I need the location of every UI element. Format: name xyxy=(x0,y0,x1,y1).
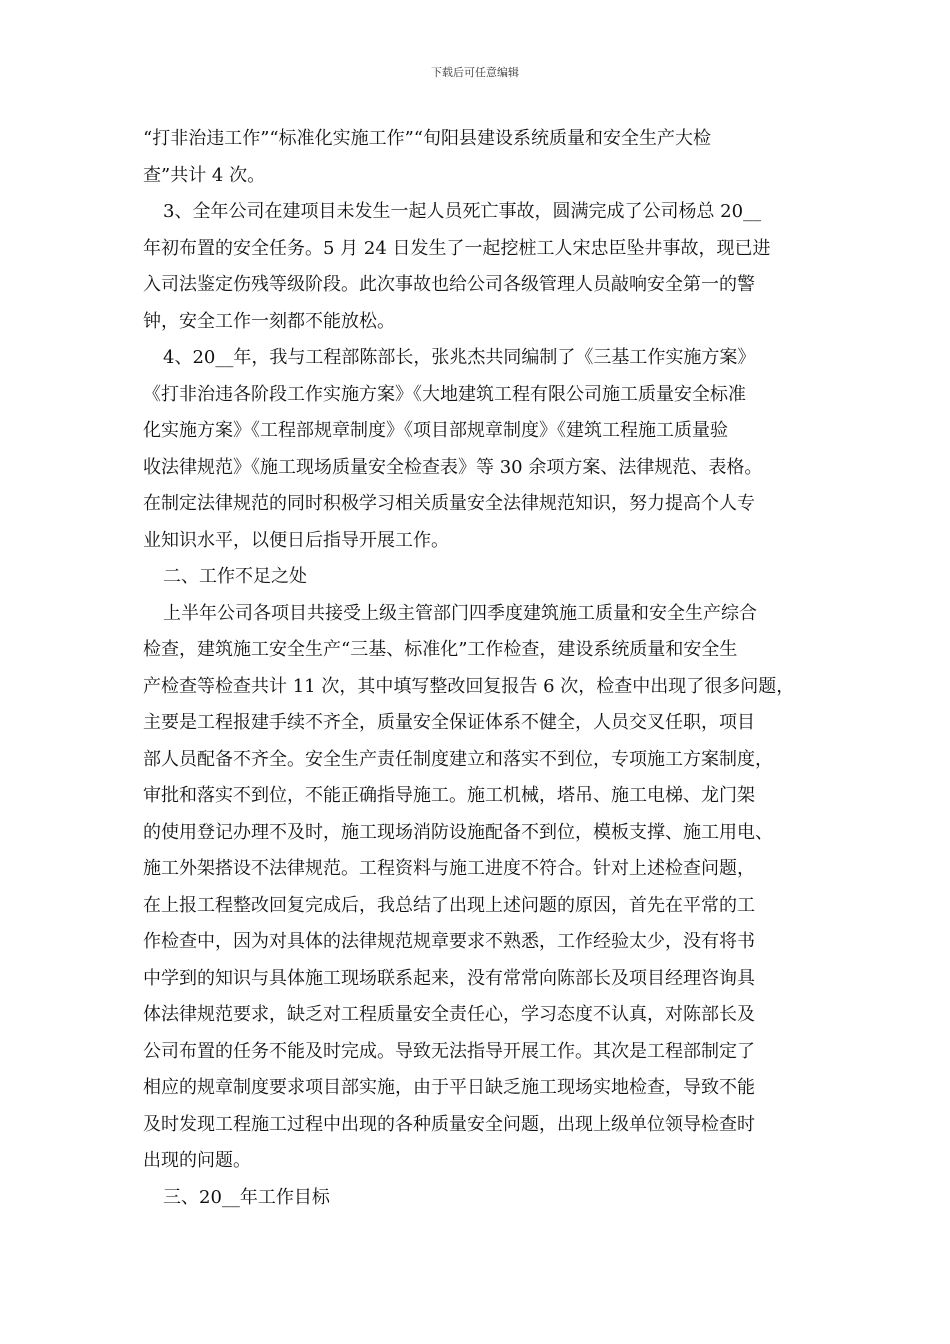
body-line: 及时发现工程施工过程中出现的各种质量安全问题，出现上级单位领导检查时 xyxy=(143,1113,755,1135)
paragraph-first-line: 3、全年公司在建项目未发生一起人员死亡事故，圆满完成了公司杨总 20__ xyxy=(163,201,762,222)
body-line: 体法律规范要求，缺乏对工程质量安全责任心，学习态度不认真，对陈部长及 xyxy=(143,1004,755,1025)
body-line: 产检查等检查共计 11 次，其中填写整改回复报告 6 次，检查中出现了很多问题， xyxy=(143,675,795,697)
body-line: 检查，建筑施工安全生产“三基、标准化”工作检查，建设系统质量和安全生 xyxy=(143,639,738,660)
body-line: 《打非治违各阶段工作实施方案》《大地建筑工程有限公司施工质量安全标准 xyxy=(143,383,746,405)
body-line: 公司布置的任务不能及时完成。导致无法指导开展工作。其次是工程部制定了 xyxy=(143,1040,755,1062)
section-heading: 三、20__年工作目标 xyxy=(163,1186,330,1208)
body-line: 业知识水平，以便日后指导开展工作。 xyxy=(143,529,449,551)
body-line: 化实施方案》《工程部规章制度》《项目部规章制度》《建筑工程施工质量验 xyxy=(143,420,728,441)
body-line: 年初布置的安全任务。5 月 24 日发生了一起挖桩工人宋忠臣坠井事故，现已进 xyxy=(143,237,771,259)
body-line: 相应的规章制度要求项目部实施，由于平日缺乏施工现场实地检查，导致不能 xyxy=(143,1077,755,1098)
body-line: 中学到的知识与具体施工现场联系起来，没有常常向陈部长及项目经理咨询具 xyxy=(143,967,755,989)
body-line: 收法律规范》《施工现场质量安全检查表》等 30 余项方案、法律规范、表格。 xyxy=(143,456,763,478)
body-line: 在上报工程整改回复完成后，我总结了出现上述问题的原因，首先在平常的工 xyxy=(143,894,755,916)
document-body xyxy=(143,121,833,1216)
body-line: 钟，安全工作一刻都不能放松。 xyxy=(143,310,395,332)
body-line: 作检查中，因为对具体的法律规范规章要求不熟悉，工作经验太少，没有将书 xyxy=(143,931,755,952)
body-line: 审批和落实不到位，不能正确指导施工。施工机械，塔吊、施工电梯、龙门架 xyxy=(143,785,755,806)
section-heading: 二、工作不足之处 xyxy=(163,566,307,587)
body-line: 主要是工程报建手续不齐全，质量安全保证体系不健全，人员交叉任职，项目 xyxy=(143,712,755,733)
body-line: 施工外架搭设不法律规范。工程资料与施工进度不符合。针对上述检查问题， xyxy=(143,858,755,879)
body-line: 在制定法律规范的同时积极学习相关质量安全法律规范知识，努力提高个人专 xyxy=(143,493,755,514)
body-line: “打非治违工作”“标准化实施工作”“旬阳县建设系统质量和安全生产大检 xyxy=(143,128,712,149)
paragraph-first-line: 上半年公司各项目共接受上级主管部门四季度建筑施工质量和安全生产综合 xyxy=(163,602,757,624)
body-line: 入司法鉴定伤残等级阶段。此次事故也给公司各级管理人员敲响安全第一的警 xyxy=(143,274,755,295)
body-line: 查”共计 4 次。 xyxy=(143,164,266,186)
paragraph-first-line: 4、20__年，我与工程部陈部长，张兆杰共同编制了《三基工作实施方案》 xyxy=(163,347,756,368)
page-header: 下载后可任意编辑 xyxy=(431,66,519,79)
body-line: 的使用登记办理不及时，施工现场消防设施配备不到位，模板支撑、施工用电、 xyxy=(143,821,773,843)
body-line: 部人员配备不齐全。安全生产责任制度建立和落实不到位，专项施工方案制度， xyxy=(143,748,773,770)
body-line: 出现的问题。 xyxy=(143,1150,251,1171)
